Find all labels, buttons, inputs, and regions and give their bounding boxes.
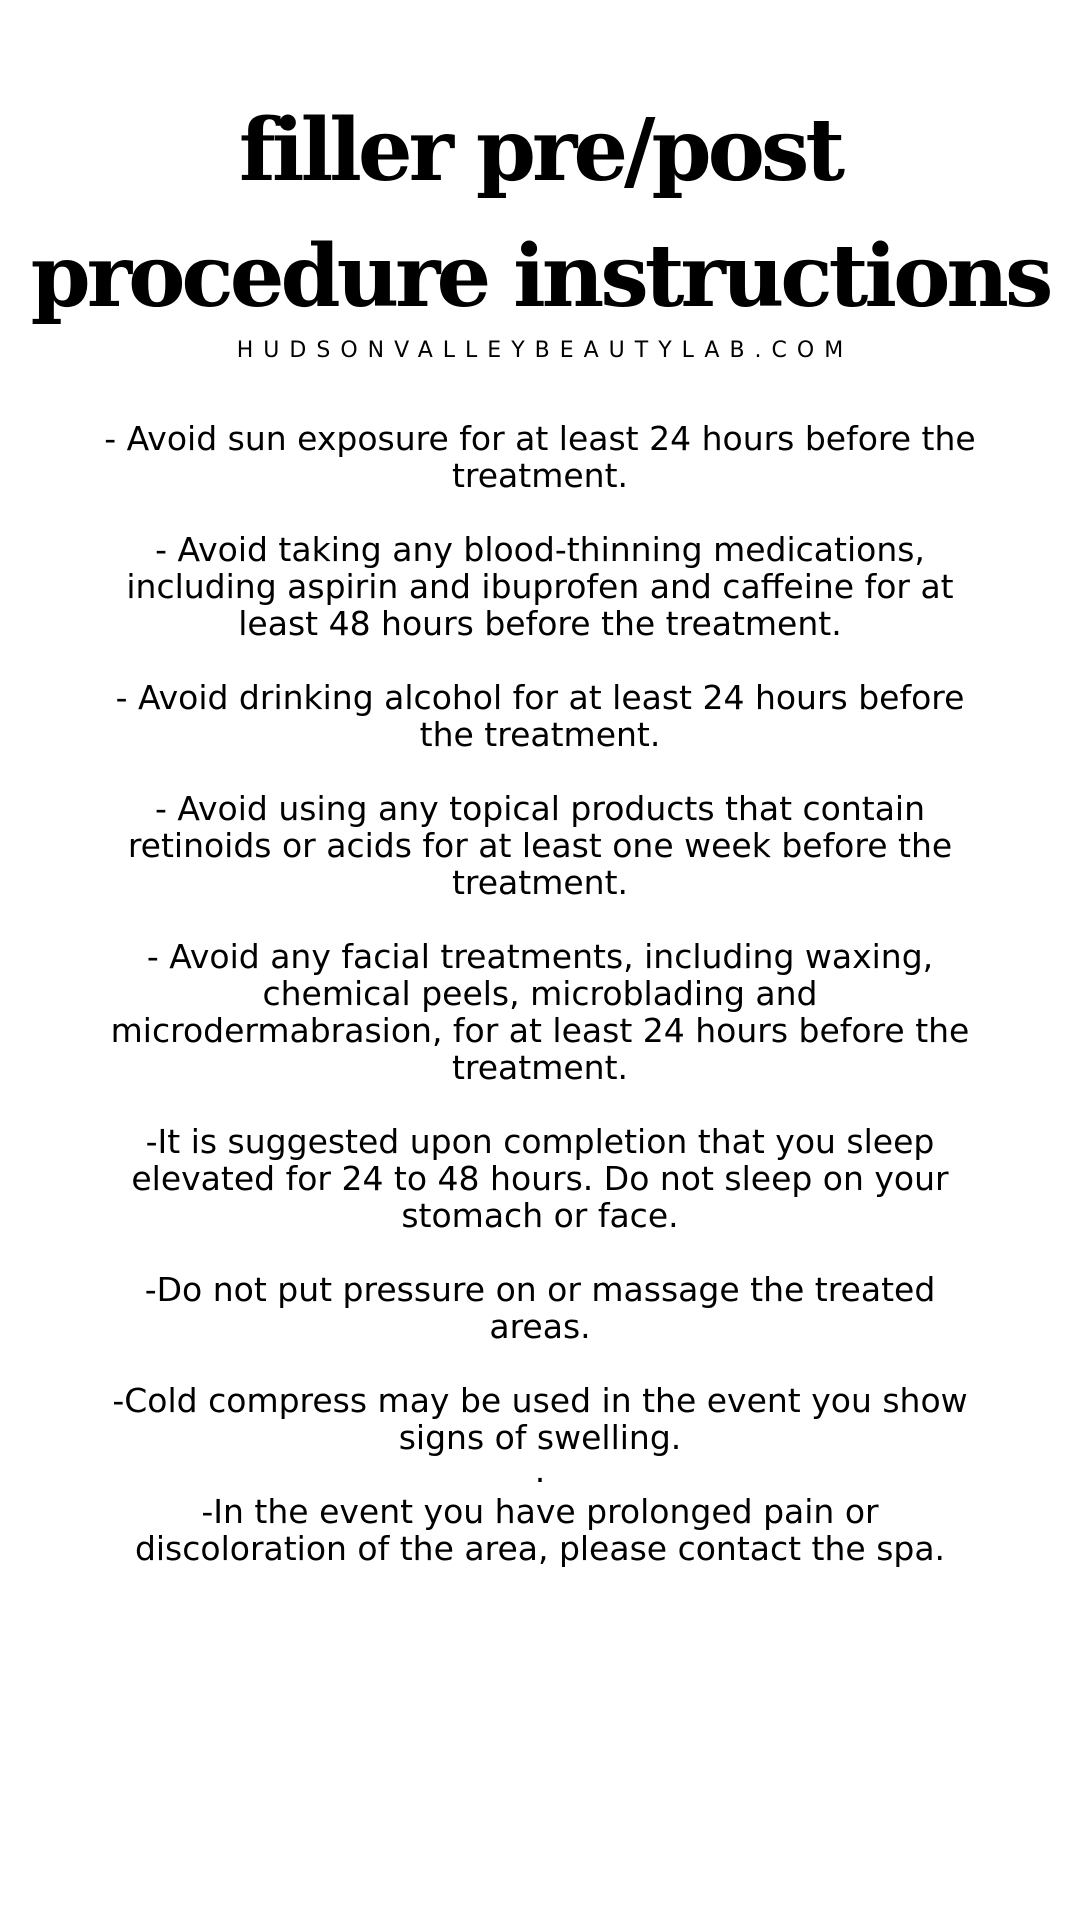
page-title <box>0 88 1080 340</box>
instruction-item: - Avoid sun exposure for at least 24 hours before the treatment. <box>104 419 976 495</box>
instruction-item: - Avoid taking any blood-thinning medications, including aspirin and ibuprofen and caffeine for at least 48 hours before the treatment. <box>126 530 954 643</box>
instruction-item: -In the event you have prolonged pain or discoloration of the area, please contact the spa. <box>134 1492 946 1568</box>
title-line-2: procedure instructions <box>30 226 1050 327</box>
instruction-item: - Avoid drinking alcohol for at least 24 hours before the treatment. <box>115 678 965 754</box>
website-url: HUDSONVALLEYBEAUTYLAB.COM <box>236 338 854 363</box>
instruction-item: -Cold compress may be used in the event you show signs of swelling. <box>112 1381 968 1457</box>
title-line-1: filler pre/post <box>238 100 842 201</box>
instruction-item: -Do not put pressure on or massage the treated areas. <box>144 1270 936 1346</box>
separator-dot: . <box>534 1451 546 1490</box>
instruction-list <box>100 420 980 1604</box>
instruction-item: - Avoid using any topical products that contain retinoids or acids for at least one week before the treatment. <box>127 789 953 902</box>
instruction-item: - Avoid any facial treatments, including waxing, chemical peels, microblading and microdermabrasion, for at least 24 hours before the treatment. <box>110 937 970 1087</box>
instruction-item: -It is suggested upon completion that you sleep elevated for 24 to 48 hours. Do not sleep on your stomach or face. <box>131 1122 949 1235</box>
